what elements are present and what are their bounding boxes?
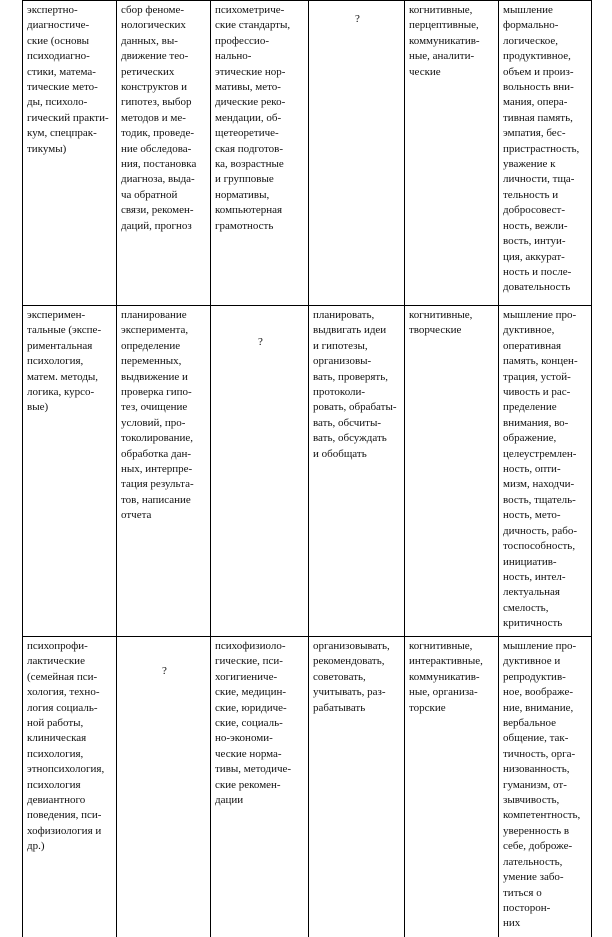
table-row [22, 636, 592, 937]
abilities-cell: когнитивные, творческие [404, 305, 498, 636]
norms-cell: психофизиоло- гические, пси- хогигиениче- ские, медицин- ские, юридиче- ские, социаль- но-экономи- ческие норма- тивы, методиче- ские рекомен- дации [210, 636, 308, 937]
skills-cell: ? [308, 0, 404, 305]
actions-cell: сбор феноме- нологических данных, вы- движение тео- ретических конструктов и гипотез, выбор методов и ме- тодик, проведе- ние обследова- ния, постановка диагноза, выда- ча обратной связи, рекомен- даций, прогноз [116, 0, 210, 305]
actions-cell: ? [116, 636, 210, 937]
competency-table [22, 0, 592, 937]
qualities-cell: мышление про- дуктивное и репродуктив- ное, воображе- ние, внимание, вербальное общение, так- тичность, орга- низованность, гуманизм, от- зывчивость, компетентность, уверенность в себе, доброже- лательность, умение забо- титься о посторон- них [498, 636, 592, 937]
skills-cell: планировать, выдвигать идеи и гипотезы, организовы- вать, проверять, протоколи- ровать, обрабаты- вать, обсчиты- вать, обсуждать и обобщать [308, 305, 404, 636]
qualities-cell: мышление про- дуктивное, оперативная память, концен- трация, устой- чивость и рас- пределение внимания, во- ображение, целеустремлен- ность, опти- мизм, находчи- вость, тщатель- ность, мето- дичность, рабо- тоспособность, инициатив- ность, интел- лектуальная смелость, критичность [498, 305, 592, 636]
table-row [22, 0, 592, 305]
activity-type-cell: эксперимен- тальные (экспе- риментальная психология, матем. методы, логика, курсо- вые) [22, 305, 116, 636]
activity-type-cell: экспертно- диагностиче- ские (основы психодиагно- стики, матема- тические мето- ды, психоло- гический практи- кум, спецпрак- тикумы) [22, 0, 116, 305]
activity-type-cell: психопрофи- лактические (семейная пси- хология, техно- логия социаль- ной работы, клиническая психология, этнопсихология, психология девиантного поведения, пси- хофизиология и др.) [22, 636, 116, 937]
actions-cell: планирование эксперимента, определение переменных, выдвижение и проверка гипо- тез, очищение условий, про- токолирование, обработка дан- ных, интерпре- тация результа- тов, написание отчета [116, 305, 210, 636]
norms-cell: ? [210, 305, 308, 636]
qualities-cell: мышление формально- логическое, продуктивное, объем и произ- вольность вни- мания, опера- тивная память, эмпатия, бес- пристрастность, уважение к личности, тща- тельность и добросовест- ность, вежли- вость, интуи- ция, аккурат- ность и после- довательность [498, 0, 592, 305]
abilities-cell: когнитивные, интерактивные, коммуникатив- ные, организа- торские [404, 636, 498, 937]
skills-cell: организовывать, рекомендовать, советовать, учитывать, раз- рабатывать [308, 636, 404, 937]
abilities-cell: когнитивные, перцептивные, коммуникатив- ные, аналити- ческие [404, 0, 498, 305]
table-row [22, 305, 592, 636]
norms-cell: психометриче- ские стандарты, профессио- нально- этические нор- мативы, мето- дические реко- мендации, об- щетеоретиче- ская подготов- ка, возрастные и групповые нормативы, компьютерная грамотность [210, 0, 308, 305]
